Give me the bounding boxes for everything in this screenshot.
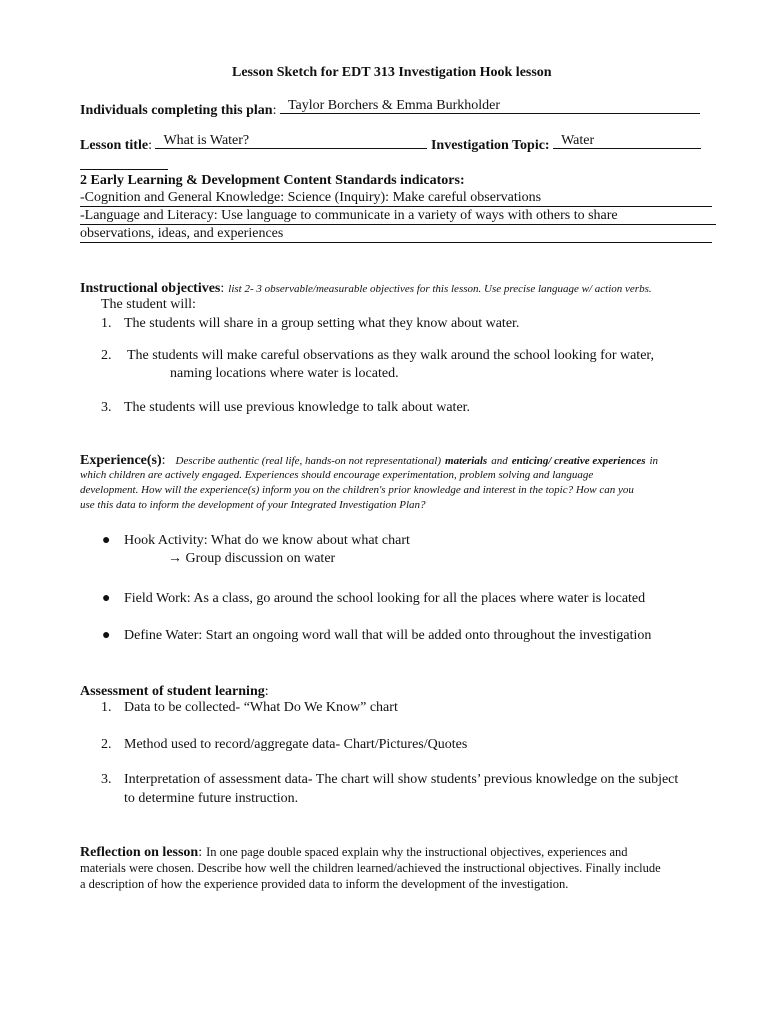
experience-bullet-text: Define Water: Start an ongoing word wall that will be added onto throughout the investigation xyxy=(124,628,652,643)
experiences-sep: : xyxy=(161,453,166,468)
individuals-row xyxy=(80,98,700,119)
experiences-desc-a: Describe authentic (real life, hands-on not representational) xyxy=(175,455,442,467)
experience-bullet-text: Hook Activity: What do we know about what chart xyxy=(124,533,410,548)
experience-bullet-text: Field Work: As a class, go around the school looking for all the places where water is located xyxy=(124,591,646,606)
reflection-line-3: a description of how the experience provided data to inform the development of the investigation. xyxy=(80,877,569,891)
assessment-text-continued: to determine future instruction. xyxy=(124,791,299,806)
experiences-desc-c: and xyxy=(491,455,508,467)
lesson-title-field xyxy=(155,133,427,149)
assessment-label: Assessment of student learning xyxy=(80,684,265,699)
standards-line-2-field xyxy=(80,208,716,225)
bullet-dot-icon: ● xyxy=(102,628,111,643)
reflection-line-1: In one page double spaced explain why the instructional objectives, experiences and xyxy=(206,845,628,859)
reflection-label: Reflection on lesson xyxy=(80,845,199,860)
document-title: Lesson Sketch for EDT 313 Investigation Hook lesson xyxy=(232,65,552,80)
standards-line-2: -Language and Literacy: Use language to communicate in a variety of ways with others to share xyxy=(80,208,618,223)
objective-number: 2. xyxy=(101,348,112,363)
experiences-desc-d: enticing/ creative experiences xyxy=(511,455,646,467)
objective-text-continued: naming locations where water is located. xyxy=(170,366,399,381)
lesson-title-label: Lesson title xyxy=(80,138,149,153)
objective-number: 3. xyxy=(101,400,112,415)
objectives-heading-row xyxy=(80,279,652,297)
arrow-right-icon: → xyxy=(168,551,182,566)
assessment-number: 1. xyxy=(101,700,112,715)
topic-continuation-blank xyxy=(80,157,168,170)
experience-bullet-item xyxy=(102,591,646,607)
assessment-number: 3. xyxy=(101,772,112,787)
lesson-title-row xyxy=(80,133,701,154)
lesson-title-value: What is Water? xyxy=(163,133,250,148)
lesson-title-sep: : xyxy=(148,138,152,153)
standards-heading: 2 Early Learning & Development Content Standards indicators: xyxy=(80,173,465,188)
assessment-text: Interpretation of assessment data- The chart will show students’ previous knowledge on the subject xyxy=(124,772,679,787)
objectives-label: Instructional objectives xyxy=(80,281,221,296)
experiences-heading-row xyxy=(80,451,658,469)
reflection-heading-row xyxy=(80,843,628,861)
objective-item xyxy=(101,400,471,416)
experience-sub-text: Group discussion on water xyxy=(185,551,336,566)
reflection-line-2: materials were chosen. Describe how well the children learned/achieved the instructional objectives. Finally include xyxy=(80,861,661,875)
standards-line-1-field xyxy=(80,190,712,207)
bullet-dot-icon: ● xyxy=(102,591,111,606)
objective-text: The students will make careful observations as they walk around the school looking for water, xyxy=(127,348,655,363)
assessment-text: Data to be collected- “What Do We Know” chart xyxy=(124,700,398,715)
experiences-desc-line-2: which children are actively engaged. Experiences should encourage experimentation, problem solving and language xyxy=(80,469,594,481)
objectives-sep: : xyxy=(220,281,225,296)
experiences-desc-line-4: use this data to inform the development of your Integrated Investigation Plan? xyxy=(80,499,426,511)
objective-text: The students will use previous knowledge to talk about water. xyxy=(124,400,471,415)
experiences-label: Experience(s) xyxy=(80,453,162,468)
investigation-topic-label: Investigation Topic: xyxy=(430,138,550,153)
experiences-desc-line-3: development. How will the experience(s) inform you on the children's prior knowledge and interest in the topic? How can you xyxy=(80,484,634,496)
individuals-sep: : xyxy=(272,103,277,118)
assessment-item xyxy=(101,772,679,788)
objectives-intro: The student will: xyxy=(101,297,196,312)
objectives-instruction: list 2- 3 observable/measurable objectives for this lesson. Use precise language w/ action verbs. xyxy=(228,283,652,295)
investigation-topic-field xyxy=(553,133,701,149)
experience-bullet-item xyxy=(102,628,652,644)
experiences-desc-b: materials xyxy=(445,455,488,467)
individuals-field xyxy=(280,98,700,114)
experiences-desc-e: in xyxy=(649,455,659,467)
assessment-number: 2. xyxy=(101,737,112,752)
objective-item xyxy=(101,316,520,332)
investigation-topic-value: Water xyxy=(561,133,595,148)
standards-line-3-field xyxy=(80,226,712,243)
bullet-dot-icon: ● xyxy=(102,533,111,548)
assessment-sep: : xyxy=(264,684,269,699)
objective-text: The students will share in a group setting what they know about water. xyxy=(124,316,520,331)
individuals-value: Taylor Borchers & Emma Burkholder xyxy=(287,98,501,113)
assessment-item xyxy=(101,700,398,716)
standards-line-1: -Cognition and General Knowledge: Science (Inquiry): Make careful observations xyxy=(80,190,542,205)
individuals-label: Individuals completing this plan xyxy=(80,103,273,118)
assessment-heading-row xyxy=(80,682,269,700)
experience-sub-item xyxy=(168,551,335,567)
objective-item xyxy=(101,348,655,364)
assessment-item xyxy=(101,737,468,753)
assessment-text: Method used to record/aggregate data- Chart/Pictures/Quotes xyxy=(124,737,468,752)
experience-bullet-item xyxy=(102,533,410,549)
objective-number: 1. xyxy=(101,316,112,331)
standards-line-3: observations, ideas, and experiences xyxy=(80,226,284,241)
reflection-sep: : xyxy=(198,845,203,860)
